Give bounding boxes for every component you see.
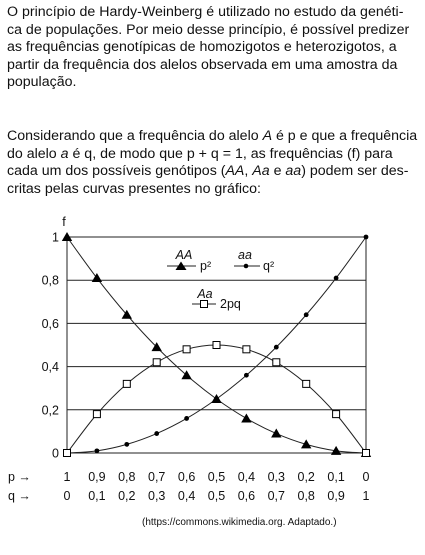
point-dot [214, 397, 219, 402]
genotype-symbol: aa [285, 163, 302, 180]
question-text: ) podem ser des- [301, 163, 409, 180]
p-tick-label: 0,1 [327, 470, 345, 484]
point-dot [274, 345, 279, 350]
point-square [93, 411, 100, 418]
legend [167, 248, 274, 311]
legend-entry-q2 [234, 248, 274, 273]
legend-genotype-aa: aa [238, 248, 252, 262]
q-tick-label: 0,6 [237, 489, 256, 503]
legend-entry-2pq [192, 287, 241, 311]
q-row-label: q → [8, 489, 31, 503]
y-tick-label: 0,8 [41, 273, 59, 288]
source-citation: (https://commons.wikimedia.org. Adaptado.) [142, 517, 337, 528]
point-square [64, 450, 71, 457]
y-tick-label: 0,2 [41, 403, 59, 418]
legend-label-q2: q² [263, 259, 275, 273]
point-triangle [271, 429, 281, 438]
y-tick-label: 1 [52, 230, 59, 245]
question-text: do alelo [7, 145, 61, 162]
point-dot [244, 373, 249, 378]
y-tick-label: 0,6 [41, 316, 59, 331]
marker-layer [62, 232, 371, 457]
point-square [183, 346, 190, 353]
question-text: é p e que a frequência [272, 128, 418, 144]
question-text: critas pelas curvas presentes no gráfico: [7, 180, 261, 197]
question-text: é q, de modo que p + q = 1, as frequências (f) para [68, 145, 393, 162]
point-dot [184, 416, 189, 421]
q-tick-label: 0,7 [267, 489, 285, 503]
legend-genotype-AA: AA [175, 248, 193, 262]
q-tick-label: 0,9 [327, 489, 345, 503]
q-tick-label: 0,8 [297, 489, 315, 503]
question-text: , [244, 163, 253, 180]
q-tick-label: 0,5 [207, 489, 226, 503]
p-tick-label: 0 [362, 470, 370, 484]
legend-label-2pq: 2pq [220, 297, 241, 311]
p-tick-label: 0,2 [297, 470, 315, 484]
point-dot [124, 442, 129, 447]
point-dot [154, 431, 159, 436]
p-row-label: p → [8, 470, 31, 484]
p-tick-label: 0,3 [267, 470, 285, 484]
legend-marker-square [201, 301, 208, 308]
legend-label-p2: p² [200, 259, 212, 273]
genotype-symbol: Aa [252, 163, 270, 180]
legend-genotype-Aa: Aa [197, 287, 213, 301]
p-tick-label: 0,4 [237, 470, 256, 484]
point-square [243, 346, 250, 353]
point-square [363, 450, 370, 457]
q-tick-label: 0,3 [148, 489, 166, 503]
question-text: Considerando que a frequência do alelo [7, 128, 263, 144]
point-square [153, 359, 160, 366]
point-dot [95, 448, 100, 453]
legend-marker-dot [244, 264, 249, 269]
point-triangle [241, 413, 251, 422]
point-square [303, 380, 310, 387]
intro-line: partir da frequência dos alelos observada em uma amostra da [7, 56, 398, 73]
q-tick-label: 0,4 [177, 489, 196, 503]
intro-line: ca de populações. Por meio desse princípio, é possível predizer [7, 21, 410, 38]
point-dot [364, 235, 369, 240]
point-square [123, 380, 130, 387]
p-tick-label: 0,7 [148, 470, 166, 484]
y-tick-label: 0 [52, 446, 59, 461]
y-axis-label: f [62, 215, 66, 229]
allele-symbol: A [262, 128, 273, 144]
point-dot [304, 312, 309, 317]
p-tick-label: 0,9 [88, 470, 106, 484]
point-triangle [92, 273, 102, 282]
intro-line: população. [7, 74, 77, 91]
intro-line: as frequências genotípicas de homozigotos e heterozigotos, a [7, 39, 397, 56]
question-text: e [269, 163, 286, 180]
p-tick-label: 0,5 [207, 470, 226, 484]
q-tick-label: 0 [63, 489, 71, 503]
allele-symbol: a [60, 145, 69, 162]
question-text: cada um dos possíveis genótipos ( [7, 163, 226, 180]
point-triangle [301, 439, 311, 448]
p-tick-label: 0,6 [177, 470, 196, 484]
y-tick-label: 0,4 [41, 360, 59, 375]
q-tick-label: 0,1 [88, 489, 106, 503]
point-square [333, 411, 340, 418]
q-tick-label: 1 [362, 489, 370, 503]
point-square [273, 359, 280, 366]
p-tick-label: 1 [63, 470, 71, 484]
point-dot [334, 276, 339, 281]
p-tick-label: 0,8 [118, 470, 136, 484]
legend-entry-p2 [167, 248, 211, 273]
intro-line: O princípio de Hardy-Weinberg é utilizado no estudo da genéti- [7, 4, 404, 20]
genotype-symbol: AA [225, 163, 245, 180]
q-tick-label: 0,2 [118, 489, 136, 503]
point-square [213, 342, 220, 349]
